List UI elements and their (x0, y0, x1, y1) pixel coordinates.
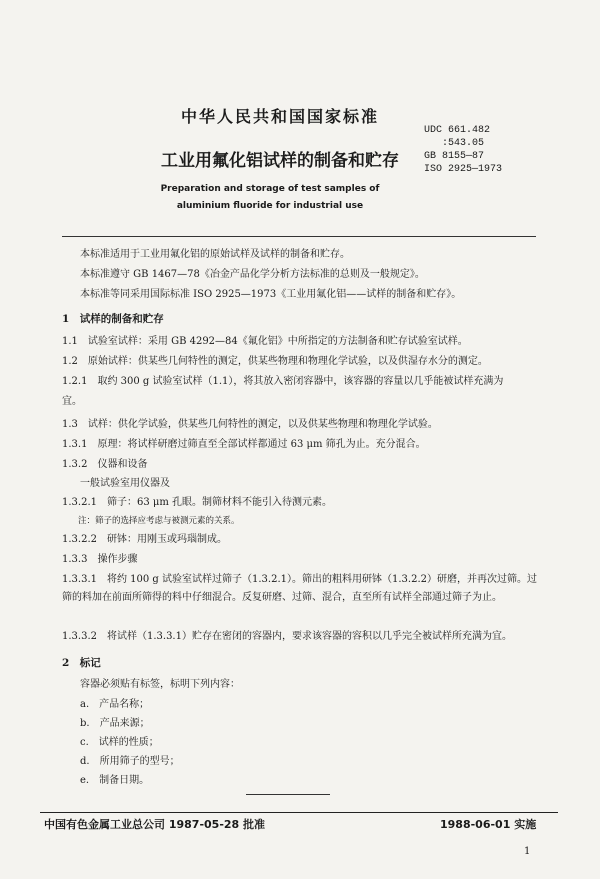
approval-line: 中国有色金属工业总公司 1987-05-28 批准 (44, 818, 266, 831)
clause-1-2: 1.2 原始试样：供某些几何特性的测定，供某些物理和物理化学试验，以及供湿存水分的测定。 (62, 356, 488, 367)
clause-1-1: 1.1 试验室试样：采用 GB 4292—84《氟化铝》中所指定的方法制备和贮存试验室试样。 (62, 336, 468, 347)
clause-1-2-1-cont: 宜。 (62, 396, 82, 407)
udc-code: UDC 661.482 (424, 125, 491, 136)
page-number: 1 (524, 846, 531, 857)
footer-divider (40, 812, 558, 813)
intro-paragraph-2: 本标准遵守 GB 1467—78《冶金产品化学分析方法标准的总则及一般规定》。 (80, 269, 425, 280)
clause-1-2-1: 1.2.1 取约 300 g 试验室试样（1.1），将其放入密闭容器中，该容器的容量以几乎能被试样充满为 (62, 376, 504, 387)
label-item-d: d. 所用筛子的型号； (80, 756, 180, 767)
clause-1-3-1: 1.3.1 原理：将试样研磨过筛直至全部试样都通过 63 μm 筛孔为止。充分混合。 (62, 439, 426, 450)
intro-paragraph-1: 本标准适用于工业用氟化铝的原始试样及试样的制备和贮存。 (80, 249, 350, 260)
gb-number: GB 8155—87 (424, 151, 485, 162)
label-item-b: b. 产品来源； (80, 718, 150, 729)
label-item-e: e. 制备日期。 (80, 775, 150, 786)
end-of-text-rule (246, 794, 330, 795)
sieve-note: 注：筛子的选择应考虑与被测元素的关系。 (78, 516, 240, 526)
clause-1-3-2-1: 1.3.2.1 筛子：63 μm 孔眼。制筛材料不能引入待测元素。 (62, 497, 333, 508)
clause-1-3-2-intro: 一般试验室用仪器及 (80, 478, 170, 489)
clause-1-3-2: 1.3.2 仪器和设备 (62, 459, 148, 470)
clause-1-3-3: 1.3.3 操作步骤 (62, 554, 138, 565)
section-1-heading: 1 试样的制备和贮存 (62, 313, 164, 325)
section-2-heading: 2 标记 (62, 657, 101, 669)
clause-1-3-3-2: 1.3.3.2 将试样（1.3.3.1）贮存在密闭的容器内，要求该容器的容积以几乎完全被试样所充满为宜。 (62, 631, 512, 642)
english-title-line-2: aluminium fluoride for industrial use (176, 201, 364, 211)
clause-1-3-3-1: 1.3.3.1 将约 100 g 试验室试样过筛子（1.3.2.1）。筛出的粗料用研钵（1.3.2.2）研磨，并再次过筛。过筛的料加在前面所筛得的料中仔细混合。反复研磨、过筛、混合，直至所有试样全部通过筛子为止。 (62, 574, 537, 603)
standard-title: 中华人民共和国国家标准 (180, 107, 379, 126)
clause-1-3-2-2: 1.3.2.2 研钵：用刚玉或玛瑙制成。 (62, 534, 227, 545)
clause-1-3: 1.3 试样：供化学试验，供某些几何特性的测定，以及供某些物理和物理化学试验。 (62, 419, 438, 430)
label-item-c: c. 试样的性质； (80, 737, 159, 748)
label-item-a: a. 产品名称； (80, 699, 150, 710)
english-title-line-1: Preparation and storage of test samples of (160, 184, 380, 194)
english-title (140, 181, 400, 215)
implementation-date: 1988-06-01 实施 (440, 818, 537, 831)
iso-number: ISO 2925—1973 (424, 164, 503, 175)
intro-paragraph-3: 本标准等同采用国际标准 ISO 2925—1973《工业用氟化铝——试样的制备和贮存》。 (80, 289, 462, 300)
document-title: 工业用氟化铝试样的制备和贮存 (161, 151, 399, 171)
udc-code-sub: :543.05 (442, 138, 485, 149)
labeling-intro: 容器必须贴有标签，标明下列内容： (80, 679, 240, 690)
header-divider (62, 236, 536, 237)
